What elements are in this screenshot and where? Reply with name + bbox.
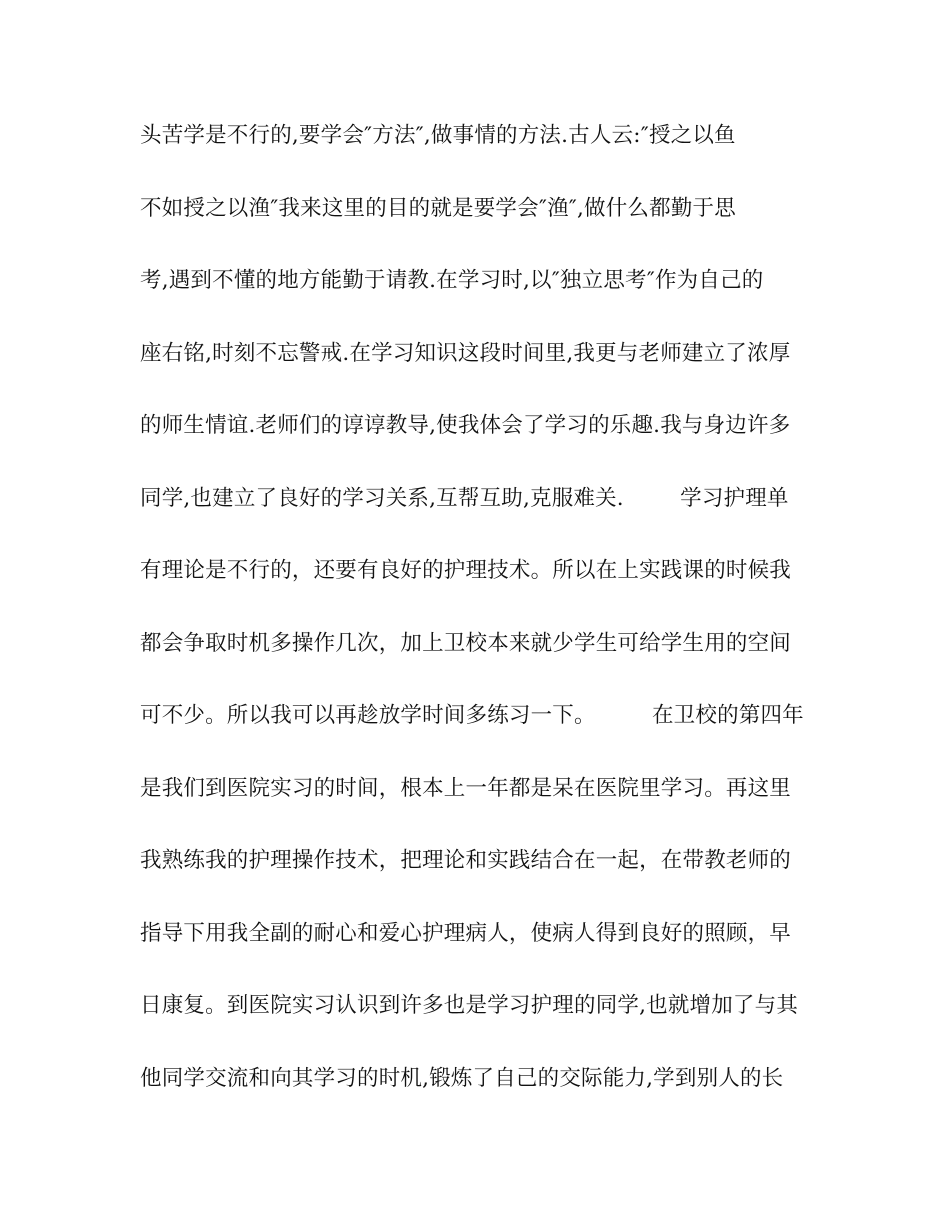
text-line: 头苦学是不行的,要学会″方法″,做事情的方法.古人云:″授之以鱼 <box>140 123 736 148</box>
text-line: 座右铭,时刻不忘警戒.在学习知识这段时间里,我更与老师建立了浓厚 <box>140 340 791 366</box>
text-line: 是我们到医院实习的时间，根本上一年都是呆在医院里学习。再这里 <box>140 775 792 801</box>
text-line: 都会争取时机多操作几次，加上卫校本来就少学生可给学生用的空间 <box>140 630 792 656</box>
text-line: 指导下用我全副的耐心和爱心护理病人，使病人得到良好的照顾，早 <box>140 920 792 946</box>
text-line: 他同学交流和向其学习的时机,锻炼了自己的交际能力,学到别人的长 <box>140 1065 784 1091</box>
text-line: 我熟练我的护理操作技术，把理论和实践结合在一起，在带教老师的 <box>140 848 792 873</box>
text-line: 日康复。到医院实习认识到许多也是学习护理的同学,也就增加了与其 <box>140 993 799 1018</box>
text-line: 的师生情谊.老师们的谆谆教导,使我体会了学习的乐趣.我与身边许多 <box>140 413 791 438</box>
body-text <box>140 118 820 1133</box>
text-line: 可不少。所以我可以再趁放学时间多练习一下。 在卫校的第四年 <box>140 703 804 728</box>
text-line: 有理论是不行的，还要有良好的护理技术。所以在上实践课的时候我 <box>140 558 792 583</box>
text-line: 同学,也建立了良好的学习关系,互帮互助,克服难关. 学习护理单 <box>140 485 789 511</box>
text-line: 不如授之以渔″我来这里的目的就是要学会″渔″,做什么都勤于思 <box>140 195 736 221</box>
text-line: 考,遇到不懂的地方能勤于请教.在学习时,以″独立思考″作为自己的 <box>140 268 764 293</box>
